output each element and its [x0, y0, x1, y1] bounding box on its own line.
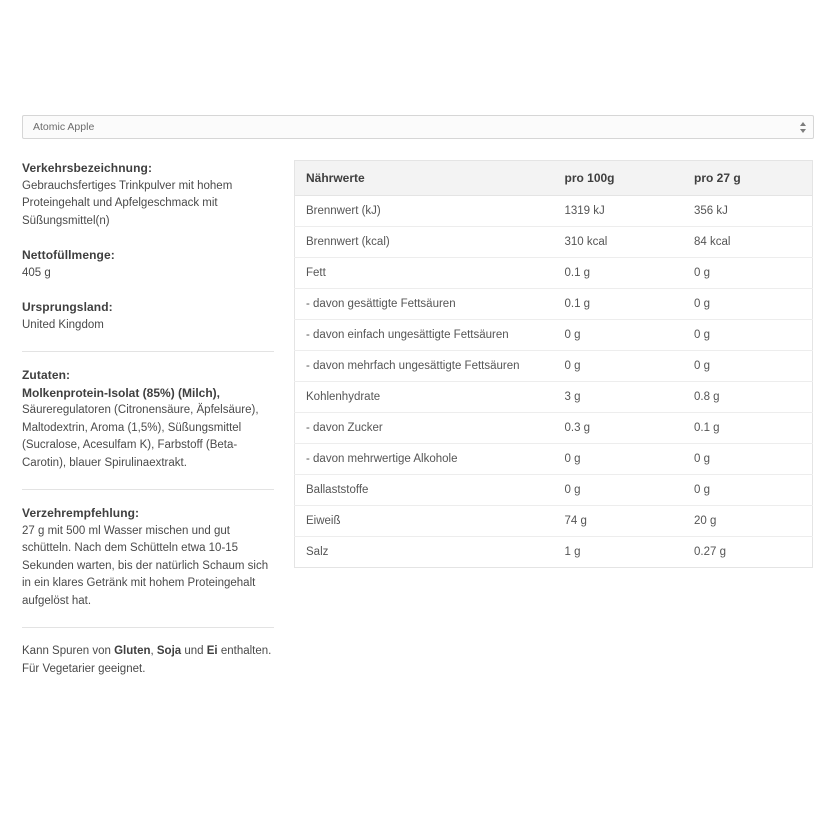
nutrition-per100-cell: 0 g [554, 475, 684, 506]
nutrition-per100-cell: 0.1 g [554, 258, 684, 289]
nettofuellmenge-block [22, 247, 274, 282]
nutrition-label-cell: Brennwert (kcal) [295, 227, 554, 258]
nutrition-per100-cell: 0 g [554, 351, 684, 382]
nutrition-label-cell: Ballaststoffe [295, 475, 554, 506]
nutrition-per100-cell: 0.3 g [554, 413, 684, 444]
nutrition-perserving-cell: 356 kJ [683, 196, 813, 227]
nutrition-label-cell: Salz [306, 546, 329, 558]
table-row [295, 413, 813, 444]
verzehrempfehlung-label: Verzehrempfehlung: [22, 506, 140, 520]
spinner-arrows-icon[interactable] [798, 118, 807, 136]
zutaten-block [22, 367, 274, 472]
nutrition-header-cell: pro 27 g [683, 161, 813, 196]
verkehrsbezeichnung-block [22, 160, 274, 230]
nettofuellmenge-label: Nettofüllmenge: [22, 248, 115, 262]
table-row [295, 289, 813, 320]
nutrition-per100-cell: 310 kcal [554, 227, 684, 258]
nutrition-perserving-cell: 0 g [683, 320, 813, 351]
flavour-select-value: Atomic Apple [33, 121, 95, 133]
nutrition-perserving-cell: 0 g [683, 258, 813, 289]
nutrition-perserving-cell: 84 kcal [683, 227, 813, 258]
table-row [295, 227, 813, 258]
nutrition-per100-cell: 1319 kJ [554, 196, 684, 227]
flavour-select[interactable] [22, 115, 814, 139]
nutrition-table-body [295, 196, 813, 568]
nutrition-per100-cell: 74 g [554, 506, 684, 537]
nutrition-per100-cell: 0.1 g [554, 289, 684, 320]
nutrition-label-cell: Brennwert (kJ) [295, 196, 554, 227]
allergens-suffix: enthalten. Für Vegetarier geeignet. [22, 645, 272, 675]
verkehrsbezeichnung-text: Gebrauchsfertiges Trinkpulver mit hohem Proteingehalt und Apfelgeschmack mit Süßungsmittel(n) [22, 179, 233, 227]
nutrition-label-cell: - davon gesättigte Fettsäuren [295, 289, 554, 320]
nutrition-per100-cell: 3 g [554, 382, 684, 413]
nutrition-label-cell: - davon mehrwertige Alkohole [295, 444, 554, 475]
table-row [295, 196, 813, 227]
divider-3 [22, 627, 274, 628]
table-row [295, 382, 813, 413]
nettofuellmenge-text: 405 g [22, 266, 51, 279]
divider-2 [22, 489, 274, 490]
nutrition-perserving-cell: 0.27 g [694, 546, 726, 558]
ursprungsland-label: Ursprungsland: [22, 300, 113, 314]
table-row [295, 444, 813, 475]
verzehrempfehlung-text: 27 g mit 500 ml Wasser mischen und gut schütteln. Nach dem Schütteln etwa 10-15 Sekunden warten, bis der natürlich Schaum sich in ein klares Getränk mit hohem Proteingehalt aufgelöst hat. [22, 524, 269, 607]
nutrition-label-cell: - davon mehrfach ungesättigte Fettsäuren [295, 351, 554, 382]
nutrition-perserving-cell: 0 g [683, 351, 813, 382]
verkehrsbezeichnung-label: Verkehrsbezeichnung: [22, 161, 153, 175]
nutrition-label-cell: - davon einfach ungesättigte Fettsäuren [295, 320, 554, 351]
allergen-ei: Ei [206, 645, 218, 657]
nutrition-label-cell: Kohlenhydrate [295, 382, 554, 413]
table-row [295, 537, 813, 568]
nutrition-header-cell: pro 100g [554, 161, 684, 196]
nutrition-perserving-cell: 0.8 g [683, 382, 813, 413]
nutrition-per100-cell: 1 g [564, 546, 581, 558]
nutrition-perserving-cell: 0 g [683, 475, 813, 506]
nutrition-perserving-cell: 0.1 g [683, 413, 813, 444]
allergens-sep-2: und [181, 645, 207, 657]
verzehrempfehlung-block [22, 505, 274, 610]
nutrition-label-cell: - davon Zucker [295, 413, 554, 444]
ursprungsland-block [22, 299, 274, 334]
divider-1 [22, 351, 274, 352]
allergen-soja: Soja [156, 645, 182, 657]
product-description-column [22, 160, 274, 695]
table-row [295, 506, 813, 537]
zutaten-main-ingredient: Molkenprotein-Isolat (85%) (Milch), [22, 385, 221, 400]
nutrition-header-row [295, 161, 813, 196]
table-row [295, 320, 813, 351]
flavour-select-row [22, 115, 814, 139]
zutaten-text: Säureregulatoren (Citronensäure, Äpfelsäure), Maltodextrin, Aroma (1,5%), Süßungsmittel (Sucralose, Acesulfam K), Farbstoff (Beta-Carotin), blauer Spirulinaextrakt. [22, 404, 259, 469]
nutrition-per100-cell: 0 g [554, 320, 684, 351]
allergens-text [22, 643, 274, 678]
nutrition-label-cell: Eiweiß [295, 506, 554, 537]
table-row [295, 475, 813, 506]
nutrition-perserving-cell: 0 g [683, 289, 813, 320]
allergens-sep-1: , [150, 645, 157, 657]
nutrition-perserving-cell: 20 g [683, 506, 813, 537]
table-row [295, 351, 813, 382]
nutrition-per100-cell: 0 g [554, 444, 684, 475]
zutaten-label: Zutaten: [22, 368, 71, 382]
nutrition-table [294, 160, 813, 568]
allergen-gluten: Gluten [114, 645, 151, 657]
nutrition-perserving-cell: 0 g [683, 444, 813, 475]
nutrition-label-cell: Fett [295, 258, 554, 289]
table-row [295, 258, 813, 289]
nutrition-header-cell: Nährwerte [295, 161, 554, 196]
allergens-prefix: Kann Spuren von [22, 645, 115, 657]
allergens-block [22, 643, 274, 678]
nutrition-table-wrapper [294, 160, 813, 568]
ursprungsland-text: United Kingdom [22, 318, 104, 331]
